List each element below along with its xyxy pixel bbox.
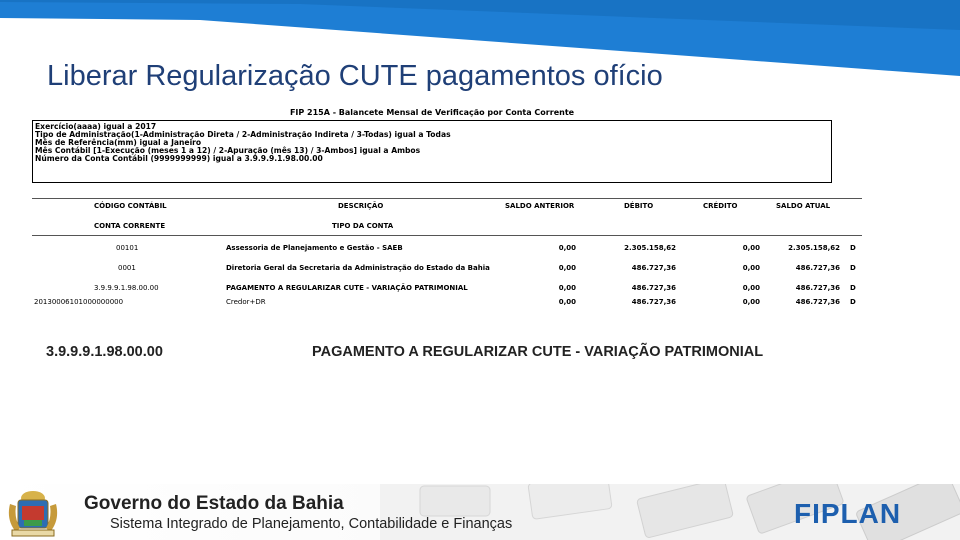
footer-banner xyxy=(0,484,960,540)
row-saldo-anterior: 0,00 xyxy=(558,284,576,292)
row-saldo-anterior: 0,00 xyxy=(558,264,576,272)
row-saldo-atual: 486.727,36 xyxy=(795,264,840,272)
row-credito: 0,00 xyxy=(742,284,760,292)
report-panel xyxy=(32,108,862,306)
param-line: Mês de Referência(mm) igual a Janeiro xyxy=(35,138,202,147)
row-saldo-anterior: 0,00 xyxy=(558,298,576,306)
col-header-saldo-atual: SALDO ATUAL xyxy=(776,202,831,210)
param-line: Exercício(aaaa) igual a 2017 xyxy=(35,122,157,131)
row-debito: 2.305.158,62 xyxy=(624,244,676,252)
report-title: FIP 215A - Balancete Mensal de Verificação por Conta Corrente xyxy=(289,108,575,117)
row-code: 20130006101000000000 xyxy=(34,298,124,306)
row-description: Diretoria Geral da Secretaria da Administração do Estado da Bahia xyxy=(226,264,490,272)
row-credito: 0,00 xyxy=(742,264,760,272)
highlight-account-code: 3.9.9.9.1.98.00.00 xyxy=(46,344,163,360)
row-debito: 486.727,36 xyxy=(631,264,676,272)
col-header-descricao: DESCRIÇÃO xyxy=(338,202,384,210)
col-header-credito: CRÉDITO xyxy=(703,202,738,210)
param-line: Número da Conta Contábil (9999999999) igual a 3.9.9.9.1.98.00.00 xyxy=(35,154,323,163)
row-credito: 0,00 xyxy=(742,244,760,252)
row-description: Assessoria de Planejamento e Gestão - SAEB xyxy=(226,244,403,252)
col-header-codigo: CÓDIGO CONTÁBIL xyxy=(94,202,167,210)
row-dc: D xyxy=(850,264,856,272)
row-debito: 486.727,36 xyxy=(631,284,676,292)
param-line: Tipo de Administração(1-Administração Direta / 2-Administração Indireta / 3-Todas) igual a Todas xyxy=(35,130,451,139)
row-code: 0001 xyxy=(118,264,136,272)
col-header-conta-corrente: CONTA CORRENTE xyxy=(94,222,166,230)
table-header-rule xyxy=(32,235,862,236)
param-line: Mês Contábil [1-Execução (meses 1 a 12) / 2-Apuração (mês 13) / 3-Ambos] igual a Ambos xyxy=(35,146,421,155)
col-header-debito: DÉBITO xyxy=(624,202,654,210)
table-top-rule xyxy=(32,198,862,199)
row-description: Credor+DR xyxy=(226,298,266,306)
row-dc: D xyxy=(850,244,856,252)
row-saldo-atual: 2.305.158,62 xyxy=(788,244,840,252)
government-subtitle: Sistema Integrado de Planejamento, Contabilidade e Finanças xyxy=(110,516,513,532)
col-header-tipo-conta: TIPO DA CONTA xyxy=(332,222,394,230)
highlight-account-description: PAGAMENTO A REGULARIZAR CUTE - VARIAÇÃO PATRIMONIAL xyxy=(312,344,764,360)
fiplan-logo: FIPLAN xyxy=(794,498,902,529)
government-name: Governo do Estado da Bahia xyxy=(84,493,344,514)
row-description: PAGAMENTO A REGULARIZAR CUTE - VARIAÇÃO PATRIMONIAL xyxy=(226,284,468,292)
row-saldo-atual: 486.727,36 xyxy=(795,298,840,306)
row-debito: 486.727,36 xyxy=(631,298,676,306)
row-code: 3.9.9.9.1.98.00.00 xyxy=(94,284,159,292)
row-code: 00101 xyxy=(116,244,139,252)
row-dc: D xyxy=(850,284,856,292)
slide-title: Liberar Regularização CUTE pagamentos ofício xyxy=(47,60,663,92)
row-saldo-atual: 486.727,36 xyxy=(795,284,840,292)
col-header-saldo-anterior: SALDO ANTERIOR xyxy=(505,202,575,210)
bahia-coat-of-arms-icon xyxy=(4,486,62,538)
row-saldo-anterior: 0,00 xyxy=(558,244,576,252)
report-parameters xyxy=(32,120,832,183)
row-credito: 0,00 xyxy=(742,298,760,306)
row-dc: D xyxy=(850,298,856,306)
